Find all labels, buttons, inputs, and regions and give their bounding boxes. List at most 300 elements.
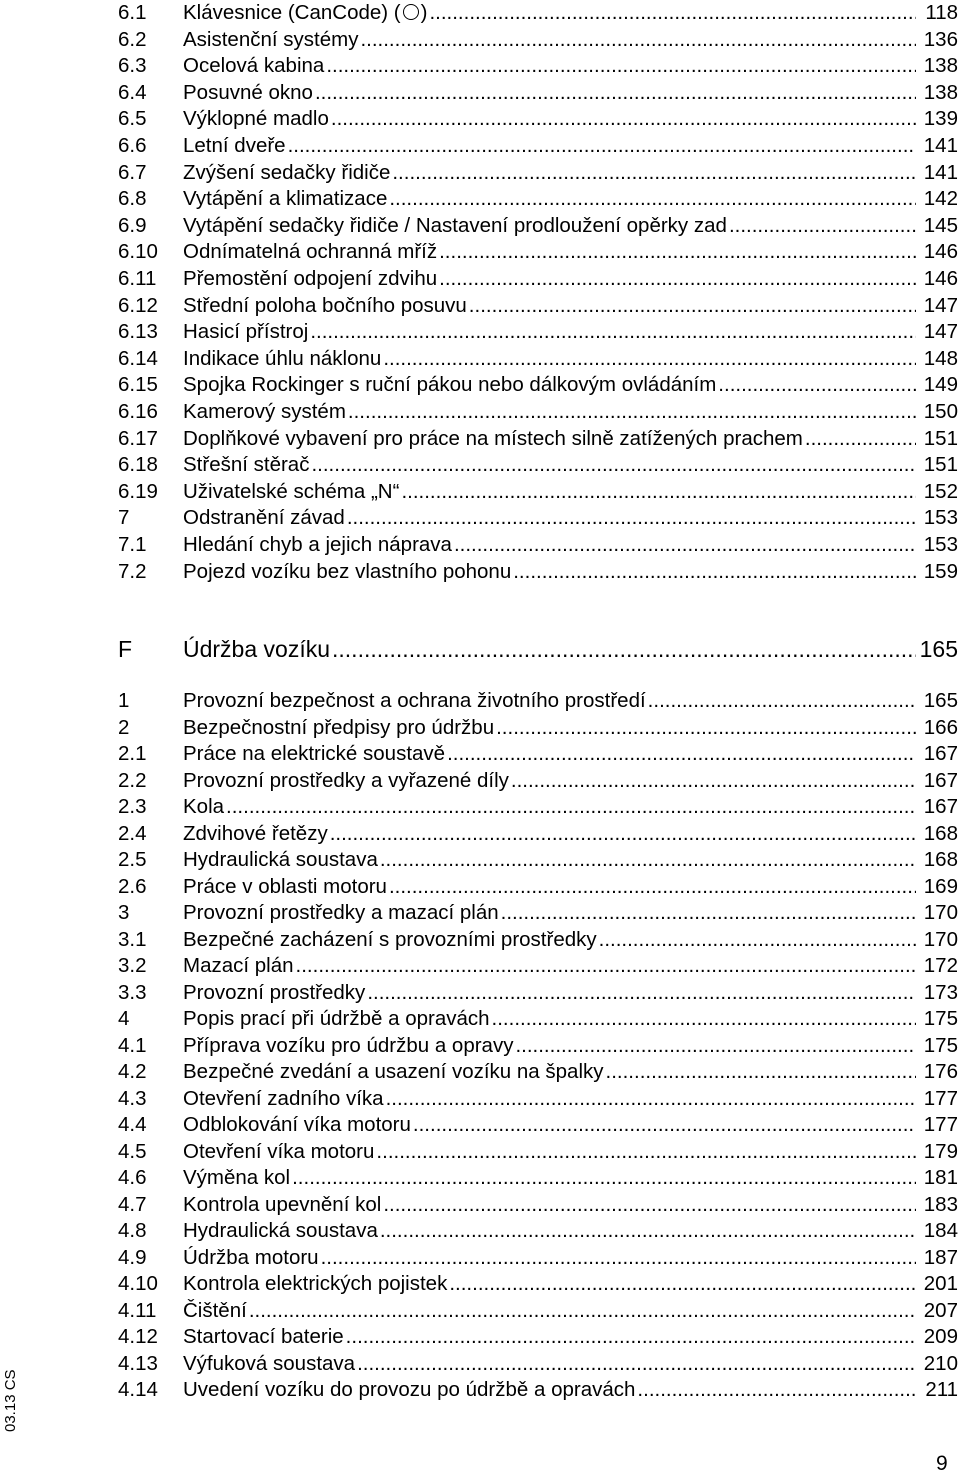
toc-entry-number: 6.13: [118, 320, 158, 344]
toc-entry-title-text: Kola: [183, 795, 225, 818]
toc-entry-title: [183, 319, 308, 345]
toc-entry-title: [183, 293, 467, 319]
toc-entry[interactable]: [118, 847, 958, 873]
page-number: 9: [936, 1452, 948, 1475]
toc-entry-title-text: Hasicí přístroj: [183, 320, 309, 344]
dot-leader: [380, 1218, 916, 1244]
dot-leader: [439, 266, 916, 292]
toc-entry[interactable]: [118, 186, 958, 212]
toc-entry-title-text: Výměna kol: [183, 1166, 291, 1189]
toc-entry-page: 141: [923, 160, 958, 184]
dot-leader: [718, 372, 916, 398]
toc-entry-title-text: Hledání chyb a jejich náprava: [183, 533, 452, 556]
toc-entry-title-text: Zdvihové řetězy: [183, 821, 328, 845]
toc-entry-title: [183, 1033, 513, 1059]
toc-entry-title-text: Vytápění a klimatizace: [183, 187, 388, 211]
dot-leader: [637, 1377, 916, 1403]
dot-leader: [321, 1245, 916, 1271]
dot-leader: [515, 1033, 916, 1059]
dot-leader: [383, 1192, 916, 1218]
toc-entry-title: [183, 186, 387, 212]
toc-entry-title: [183, 133, 286, 159]
toc-entry-page: 118: [925, 1, 958, 24]
toc-entry[interactable]: [118, 1033, 958, 1059]
toc-entry-title-text: Hydraulická soustava: [183, 848, 378, 871]
toc-entry[interactable]: [118, 1271, 958, 1297]
toc-entry-number: 4.4: [118, 1113, 147, 1136]
toc-entry-title: [183, 80, 313, 106]
toc-entry-number: 2.2: [118, 768, 147, 792]
toc-entry-number: 6.17: [118, 426, 158, 450]
toc-entry-title: [183, 53, 324, 79]
toc-entry-page: 141: [923, 134, 958, 157]
toc-entry-page: 151: [923, 453, 958, 477]
toc-entry-title-text: Odnímatelná ochranná mříž: [183, 240, 438, 264]
toc-entry-number: 4.14: [118, 1378, 158, 1401]
toc-entry-title-text: Údržba vozíku: [183, 636, 331, 662]
toc-entry[interactable]: [118, 1218, 958, 1244]
toc-entry-number: F: [118, 636, 133, 662]
toc-entry-title-text: Uvedení vozíku do provozu po údržbě a opravách: [183, 1378, 636, 1401]
toc-entry-number: 4.1: [118, 1033, 147, 1057]
dot-leader: [439, 239, 916, 265]
dot-leader: [513, 559, 916, 585]
toc-entry[interactable]: [118, 346, 958, 372]
toc-entry[interactable]: [118, 266, 958, 292]
toc-entry-title: [183, 1218, 378, 1244]
toc-entry-title: [183, 821, 328, 847]
toc-entry-page: 159: [923, 559, 958, 583]
toc-entry[interactable]: [118, 1192, 958, 1218]
toc-entry[interactable]: [118, 213, 958, 239]
toc-entry-page: 209: [923, 1325, 958, 1348]
toc-entry-title-text: Práce v oblasti motoru: [183, 874, 387, 898]
toc-entry-number: 4.11: [118, 1298, 157, 1322]
toc-entry-number: 1: [118, 689, 130, 712]
toc-entry-number: 6.15: [118, 373, 158, 397]
toc-entry-title-text: Přemostění odpojení zdvihu: [183, 267, 438, 290]
toc-entry[interactable]: [118, 874, 958, 900]
toc-entry[interactable]: [118, 1086, 958, 1112]
toc-entry-page: 170: [923, 927, 958, 951]
toc-entry-title: [183, 1165, 290, 1191]
dot-leader: [454, 532, 916, 558]
toc-entry-page: 152: [923, 479, 958, 503]
toc-entry-title: [183, 688, 646, 714]
toc-entry-page: 153: [923, 533, 958, 556]
toc-entry-number: 7: [118, 506, 130, 530]
toc-entry-number: 6.2: [118, 27, 147, 51]
toc-entry-title: [183, 213, 727, 239]
dot-leader: [413, 1112, 916, 1138]
toc-entry[interactable]: [118, 559, 958, 585]
toc-entry-page: 177: [923, 1086, 958, 1110]
toc-entry-title: [183, 927, 597, 953]
dot-leader: [501, 900, 916, 926]
toc-entry-number: 6.5: [118, 107, 147, 131]
toc-entry-page: 150: [923, 400, 958, 423]
toc-entry[interactable]: [118, 1165, 958, 1191]
toc-entry-number: 6.8: [118, 187, 147, 211]
dot-leader: [348, 399, 916, 425]
toc-entry-number: 6.14: [118, 346, 158, 370]
toc-entry-page: 139: [923, 107, 958, 131]
dot-leader: [389, 186, 916, 212]
toc-entry-number: 6.4: [118, 80, 147, 104]
toc-entry[interactable]: [118, 688, 958, 714]
toc-entry-number: 4.7: [118, 1192, 147, 1216]
toc-entry-title-text: Letní dveře: [183, 134, 286, 157]
toc-entry-title-text: Výklopné madlo: [183, 107, 329, 131]
dot-leader: [296, 953, 916, 979]
dot-leader: [429, 0, 916, 26]
toc-entry-title-text: Posuvné okno: [183, 80, 313, 104]
toc-entry-number: 6.9: [118, 213, 147, 237]
toc-entry[interactable]: [118, 0, 958, 26]
dot-leader: [401, 479, 916, 505]
dot-leader: [805, 426, 916, 452]
toc-entry[interactable]: [118, 741, 958, 767]
toc-entry-title: [183, 1245, 319, 1271]
toc-entry-number: 2.6: [118, 874, 147, 898]
dot-leader: [389, 874, 916, 900]
toc-entry-title-text: Doplňkové vybavení pro práce na místech silně zatížených prachem: [183, 426, 803, 450]
toc-entry[interactable]: [118, 133, 958, 159]
toc-entry-title: [183, 160, 390, 186]
toc-entry-title: [183, 559, 511, 585]
toc-entry[interactable]: [118, 479, 958, 505]
toc-entry-number: 4.10: [118, 1272, 158, 1295]
toc-entry-title-text: Mazací plán: [183, 954, 294, 977]
toc-entry-page: 187: [923, 1245, 958, 1269]
toc-entry-title-text: Kontrola upevnění kol: [183, 1192, 382, 1216]
toc-entry-title-text: Provozní bezpečnost a ochrana životního prostředí: [183, 689, 646, 712]
toc-entry-title-text: Odstranění závad: [183, 506, 345, 530]
dot-leader: [330, 821, 916, 847]
dot-leader: [292, 1165, 916, 1191]
dot-leader: [492, 1006, 916, 1032]
toc-entry-page: 168: [923, 821, 958, 845]
dot-leader: [347, 505, 916, 531]
toc-entry-title-text: Bezpečné zvedání a usazení vozíku na špalky: [183, 1060, 604, 1083]
toc-entry-number: 2.1: [118, 742, 147, 765]
toc-entry-number: 4: [118, 1007, 130, 1030]
dot-leader: [376, 1139, 916, 1165]
dot-leader: [249, 1298, 916, 1324]
toc-entry-title: [183, 980, 365, 1006]
toc-entry-number: 2.3: [118, 795, 147, 818]
toc-entry-title: [183, 346, 381, 372]
toc-entry-title: [183, 1324, 344, 1350]
toc-entry-page: 167: [923, 768, 958, 792]
toc-entry-number: 6.16: [118, 400, 158, 423]
toc-entry-number: 2: [118, 715, 130, 739]
toc-entry[interactable]: [118, 293, 958, 319]
toc-entry-title-text: Kamerový systém: [183, 400, 346, 423]
toc-entry-title-text: Střešní stěrač: [183, 453, 310, 477]
toc-entry-title-text: Popis prací při údržbě a opravách: [183, 1007, 490, 1030]
toc-entry-title: [183, 1006, 490, 1032]
toc-entry-page: 175: [923, 1033, 958, 1057]
toc-entry-number: 6.7: [118, 160, 147, 184]
toc-entry-title-text: Otevření zadního víka: [183, 1086, 384, 1110]
toc-entry-page: 179: [923, 1139, 958, 1163]
toc-entry-number: 7.2: [118, 559, 147, 583]
toc-entry-title: [183, 953, 294, 979]
toc-entry-title-text: Hydraulická soustava: [183, 1219, 378, 1242]
toc-entry-page: 207: [923, 1298, 958, 1322]
toc-entry-number: 4.12: [118, 1325, 158, 1348]
dot-leader: [449, 1271, 916, 1297]
toc-entry[interactable]: [118, 953, 958, 979]
dot-leader: [511, 768, 916, 794]
toc-entry[interactable]: [118, 53, 958, 79]
toc-entry[interactable]: [118, 1245, 958, 1271]
toc-entry-page: 201: [923, 1272, 958, 1295]
toc-entry[interactable]: [118, 239, 958, 265]
toc-entry-title: [183, 1086, 384, 1112]
toc-entry-number: 4.5: [118, 1139, 147, 1163]
document-revision-code: 03.13 CS: [2, 1369, 19, 1432]
toc-entry-number: 4.9: [118, 1245, 147, 1269]
toc-entry-page: 165: [919, 636, 958, 662]
toc-entry-title: [183, 1377, 635, 1403]
toc-entry-number: 2.4: [118, 821, 147, 845]
toc-entry-title-text: Asistenční systémy: [183, 27, 359, 51]
toc-entry-title-text: Spojka Rockinger s ruční pákou nebo dálkovým ovládáním: [183, 373, 717, 397]
toc-entry-page: 168: [923, 848, 958, 871]
toc-entry-title-text: Střední poloha bočního posuvu: [183, 293, 467, 317]
toc-entry-page: 147: [923, 320, 958, 344]
toc-entry-number: 4.8: [118, 1219, 147, 1242]
dot-leader: [648, 688, 916, 714]
toc-entry[interactable]: [118, 927, 958, 953]
toc-entry-page: 211: [925, 1378, 958, 1401]
toc-entry-page: 147: [923, 293, 958, 317]
toc-entry[interactable]: [118, 1006, 958, 1032]
dot-leader: [331, 106, 916, 132]
toc-entry-number: 3: [118, 901, 130, 924]
toc-entry-page: 153: [923, 506, 958, 530]
toc-entry-page: 170: [923, 901, 958, 924]
toc-entry-number: 6.18: [118, 453, 158, 477]
toc-entry-page: 138: [923, 54, 958, 78]
dot-leader: [496, 715, 916, 741]
toc-entry-title-suffix: ): [420, 1, 428, 24]
toc-entry-page: 167: [923, 795, 958, 818]
toc-entry-page: 142: [923, 187, 958, 211]
toc-entry-title-text: Údržba motoru: [183, 1245, 319, 1269]
toc-entry-title: [183, 768, 509, 794]
toc-entry-page: 151: [923, 426, 958, 450]
toc-entry-title: [183, 479, 399, 505]
toc-entry-page: 148: [923, 346, 958, 370]
circle-icon: [403, 4, 419, 20]
toc-entry-number: 4.13: [118, 1351, 158, 1375]
toc-entry-page: 172: [923, 954, 958, 977]
toc-entry-title: [183, 426, 803, 452]
toc-entry[interactable]: [118, 399, 958, 425]
dot-leader: [310, 319, 916, 345]
dot-leader: [729, 213, 916, 239]
toc-entry-number: 6.1: [118, 1, 147, 24]
toc-entry-title: [183, 266, 437, 292]
dot-leader: [392, 160, 916, 186]
toc-entry-title: [183, 505, 345, 531]
toc-entry[interactable]: [118, 452, 958, 478]
toc-entry-title: [183, 633, 330, 665]
toc-entry-page: 136: [923, 27, 958, 51]
dot-leader: [606, 1059, 916, 1085]
dot-leader: [315, 80, 916, 106]
toc-entry-page: 184: [923, 1219, 958, 1242]
toc-entry-number: 4.2: [118, 1060, 147, 1083]
toc-entry-page: 165: [923, 689, 958, 712]
toc-entry-page: 173: [923, 980, 958, 1004]
toc-entry-page: 169: [923, 874, 958, 898]
toc-entry-title-text: Práce na elektrické soustavě: [183, 742, 446, 765]
toc-entry[interactable]: [118, 980, 958, 1006]
toc-entry-title-text: Zvýšení sedačky řidiče: [183, 160, 391, 184]
toc-entry-title-text: Bezpečnostní předpisy pro údržbu: [183, 715, 495, 739]
dot-leader: [380, 847, 916, 873]
toc-entry-number: 6.6: [118, 134, 147, 157]
dot-leader: [226, 794, 916, 820]
toc-entry-title: [183, 874, 387, 900]
toc-entry[interactable]: [118, 1324, 958, 1350]
toc-entry[interactable]: [118, 633, 958, 665]
toc-entry-page: 177: [923, 1113, 958, 1136]
toc-entry-page: 138: [923, 80, 958, 104]
toc-entry[interactable]: [118, 821, 958, 847]
toc-entry-page: 181: [923, 1166, 958, 1189]
toc-entry[interactable]: [118, 319, 958, 345]
toc-entry-page: 183: [923, 1192, 958, 1216]
toc-entry-title-text: Bezpečné zacházení s provozními prostředky: [183, 927, 597, 951]
toc-entry[interactable]: [118, 794, 958, 820]
toc-entry-number: 2.5: [118, 848, 147, 871]
dot-leader: [288, 133, 916, 159]
toc-entry[interactable]: [118, 160, 958, 186]
toc-entry-page: 145: [923, 213, 958, 237]
toc-entry[interactable]: [118, 1377, 958, 1403]
toc-entry-title-text: Ocelová kabina: [183, 54, 325, 78]
toc-entry-page: 149: [923, 373, 958, 397]
toc-entry-title-text: Uživatelské schéma „N“: [183, 479, 400, 503]
toc-entry-page: 175: [923, 1007, 958, 1030]
dot-leader: [383, 346, 916, 372]
toc-entry-title: [183, 452, 309, 478]
toc-entry-title: [183, 106, 329, 132]
toc-entry-title: [183, 1139, 374, 1165]
toc-entry-title-text: Výfuková soustava: [183, 1351, 356, 1375]
toc-entry-number: 6.10: [118, 240, 158, 264]
toc-entry-page: 167: [923, 742, 958, 765]
toc-entry-title: [183, 1192, 381, 1218]
toc-entry-page: 176: [923, 1060, 958, 1083]
toc-entry-page: 210: [923, 1351, 958, 1375]
dot-leader: [332, 633, 916, 665]
toc-entry-title-text: Klávesnice (CanCode) (: [183, 1, 401, 24]
toc-entry-title-text: Provozní prostředky a vyřazené díly: [183, 768, 509, 792]
dot-leader: [360, 27, 916, 53]
toc-entry-title: [183, 0, 427, 26]
toc-entry-page: 166: [923, 715, 958, 739]
toc-entry-title: [183, 1271, 447, 1297]
toc-entry-page: 146: [923, 240, 958, 264]
toc-entry-title: [183, 372, 716, 398]
toc-entry-title: [183, 399, 346, 425]
toc-entry-number: 7.1: [118, 533, 147, 556]
toc-entry[interactable]: [118, 1059, 958, 1085]
toc-entry-title-text: Příprava vozíku pro údržbu a opravy: [183, 1033, 514, 1057]
dot-leader: [367, 980, 916, 1006]
dot-leader: [599, 927, 916, 953]
toc-entry-page: 146: [923, 267, 958, 290]
toc-entry-title-text: Otevření víka motoru: [183, 1139, 375, 1163]
toc-entry[interactable]: [118, 27, 958, 53]
toc-entry-title: [183, 847, 378, 873]
toc-entry-title-text: Kontrola elektrických pojistek: [183, 1272, 448, 1295]
toc-entry-title-text: Odblokování víka motoru: [183, 1113, 411, 1136]
toc-entry[interactable]: [118, 505, 958, 531]
toc-entry[interactable]: [118, 106, 958, 132]
toc-entry[interactable]: [118, 1298, 958, 1324]
toc-entry-title-text: Provozní prostředky a mazací plán: [183, 901, 499, 924]
toc-entry-title: [183, 900, 499, 926]
toc-entry[interactable]: [118, 532, 958, 558]
toc-entry-number: 6.12: [118, 293, 158, 317]
dot-leader: [469, 293, 916, 319]
toc-entry[interactable]: [118, 715, 958, 741]
dot-leader: [311, 452, 916, 478]
toc-entry-title-text: Provozní prostředky: [183, 980, 366, 1004]
toc-entry[interactable]: [118, 900, 958, 926]
toc-entry-number: 3.1: [118, 927, 147, 951]
toc-entry[interactable]: [118, 1112, 958, 1138]
dot-leader: [346, 1324, 916, 1350]
toc-entry-number: 6.3: [118, 54, 147, 78]
toc-entry-number: 4.3: [118, 1086, 147, 1110]
toc-entry-title: [183, 1112, 411, 1138]
dot-leader: [386, 1086, 916, 1112]
dot-leader: [447, 741, 916, 767]
toc-entry-title: [183, 1298, 247, 1324]
toc-entry[interactable]: [118, 768, 958, 794]
toc-entry-number: 3.3: [118, 980, 147, 1004]
toc-entry-title: [183, 27, 358, 53]
dot-leader: [326, 53, 916, 79]
toc-entry-title-text: Pojezd vozíku bez vlastního pohonu: [183, 559, 512, 583]
toc-entry[interactable]: [118, 1351, 958, 1377]
toc-entry-title-text: Indikace úhlu náklonu: [183, 346, 382, 370]
toc-entry-title-text: Čištění: [183, 1298, 247, 1322]
toc-entry-title: [183, 741, 445, 767]
toc-entry-number: 4.6: [118, 1166, 147, 1189]
toc-entry-title: [183, 1351, 355, 1377]
toc-entry-number: 6.11: [118, 267, 157, 290]
toc-entry-title: [183, 715, 494, 741]
toc-entry-number: 3.2: [118, 954, 147, 977]
toc-entry[interactable]: [118, 372, 958, 398]
toc-entry[interactable]: [118, 426, 958, 452]
toc-entry-number: 6.19: [118, 479, 158, 503]
toc-entry-title-text: Startovací baterie: [183, 1325, 344, 1348]
toc-entry[interactable]: [118, 80, 958, 106]
toc-entry-title: [183, 794, 224, 820]
toc-entry[interactable]: [118, 1139, 958, 1165]
toc-entry-title: [183, 1059, 604, 1085]
